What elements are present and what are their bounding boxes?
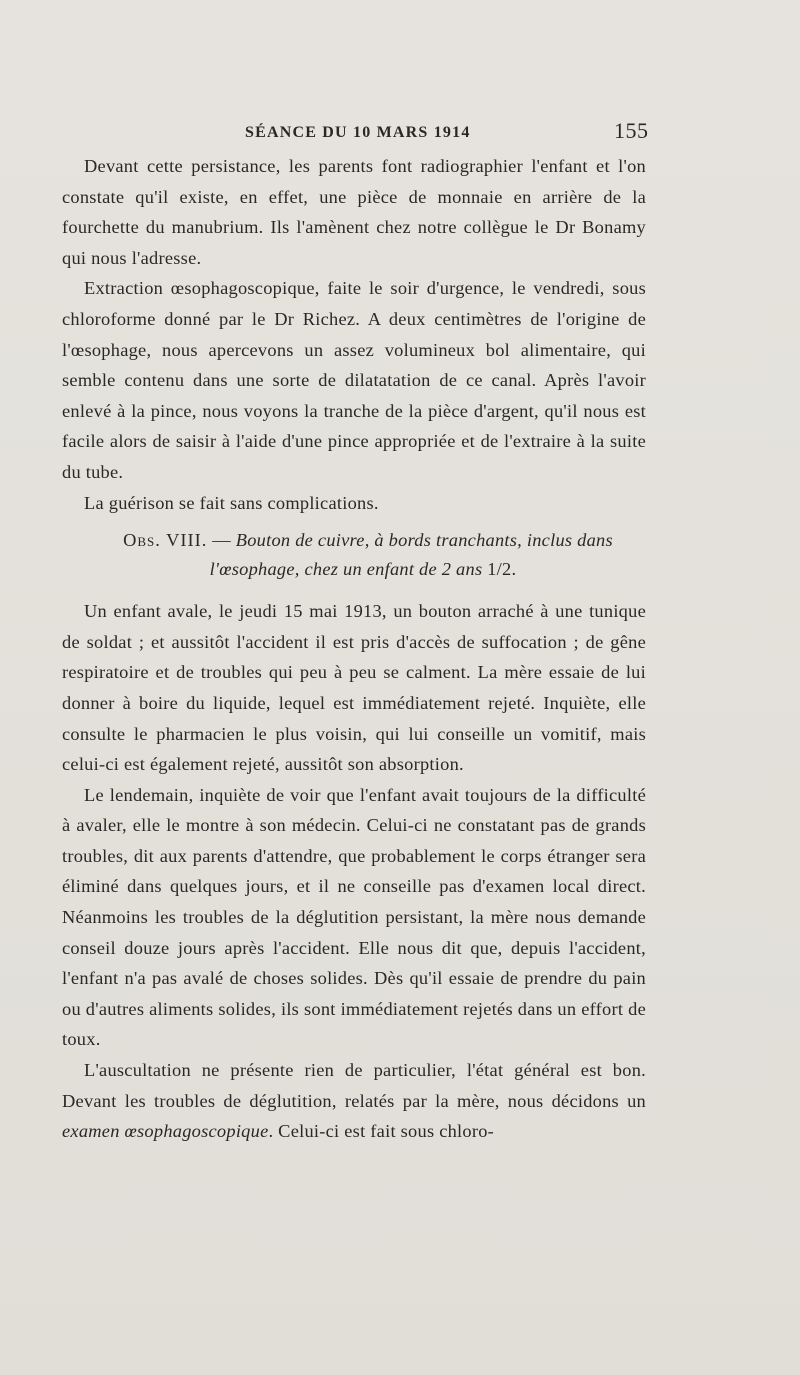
observation-dash: — [207, 530, 236, 551]
paragraph: La guérison se fait sans complications. [84, 492, 379, 513]
observation-heading-line2 [62, 555, 646, 584]
page-number: 155 [614, 118, 649, 143]
page-header [0, 118, 800, 148]
observation-label: Obs. VIII. [123, 530, 208, 551]
paragraph [62, 1055, 646, 1147]
paragraph: Extraction œsophagoscopique, faite le soir d'urgence, le vendredi, sous chloroforme donné par le Dr Richez. A deux centimètres de l'origine de l'œsophage, nous apercevons un assez volumineux bol alimentaire, qui semble contenu dans une sorte de dilatatation de ce canal. Après l'avoir enlevé à la pince, nous voyons la tranche de la pièce d'argent, qu'il nous est facile alors de saisir à l'aide d'une pince appropriée et de l'extraire à la suite du tube. [62, 278, 646, 482]
running-head: SÉANCE DU 10 MARS 1914 [245, 124, 471, 141]
paragraph: Devant cette persistance, les parents font radiographier l'enfant et l'on constate qu'il existe, en effet, une pièce de monnaie en arrière de la fourchette du manubrium. Ils l'amènent chez notre collègue le Dr Bonamy qui nous l'adresse. [62, 156, 646, 268]
paragraph: Le lendemain, inquiète de voir que l'enfant avait toujours de la difficulté à avaler, elle le montre à son médecin. Celui-ci ne constatant pas de grands troubles, dit aux parents d'attendre, que probablement le corps étranger sera éliminé dans quelques jours, et il ne conseille pas d'examen local direct. Néanmoins les troubles de la déglutition persistant, la mère nous demande conseil douze jours après l'accident. Elle nous dit que, depuis l'accident, l'enfant n'a pas avalé de choses solides. Dès qu'il essaie de prendre du pain ou d'autres aliments solides, ils sont immédiatement rejetés dans un effort de toux. [62, 784, 646, 1050]
paragraph-text: L'auscultation ne présente rien de particulier, l'état général est bon. Devant les troubles de déglutition, relatés par la mère, nous décidons un [62, 1060, 646, 1111]
body-text [62, 151, 646, 1147]
observation-heading [62, 526, 646, 584]
observation-heading-line1 [62, 526, 646, 555]
paragraph-emphasis: examen œsophagoscopique [62, 1121, 269, 1142]
paragraph-text: . Celui-ci est fait sous chloro- [268, 1121, 495, 1142]
paragraph: Un enfant avale, le jeudi 15 mai 1913, un bouton arraché à une tunique de soldat ; et aussitôt l'accident il est pris d'accès de suffocation ; de gêne respiratoire et de troubles qui peu à peu se calment. La mère essaie de lui donner à boire du liquide, lequel est immédiatement rejeté. Inquiète, elle consulte le pharmacien le plus voisin, qui lui conseille un vomitif, mais celui-ci est également rejeté, aussitôt son absorption. [62, 601, 646, 775]
observation-title-line1: Bouton de cuivre, à bords tranchants, inclus dans [235, 530, 613, 551]
observation-title-line2: l'œsophage, chez un enfant de 2 ans [209, 559, 483, 580]
observation-age: 1/2. [482, 559, 517, 580]
